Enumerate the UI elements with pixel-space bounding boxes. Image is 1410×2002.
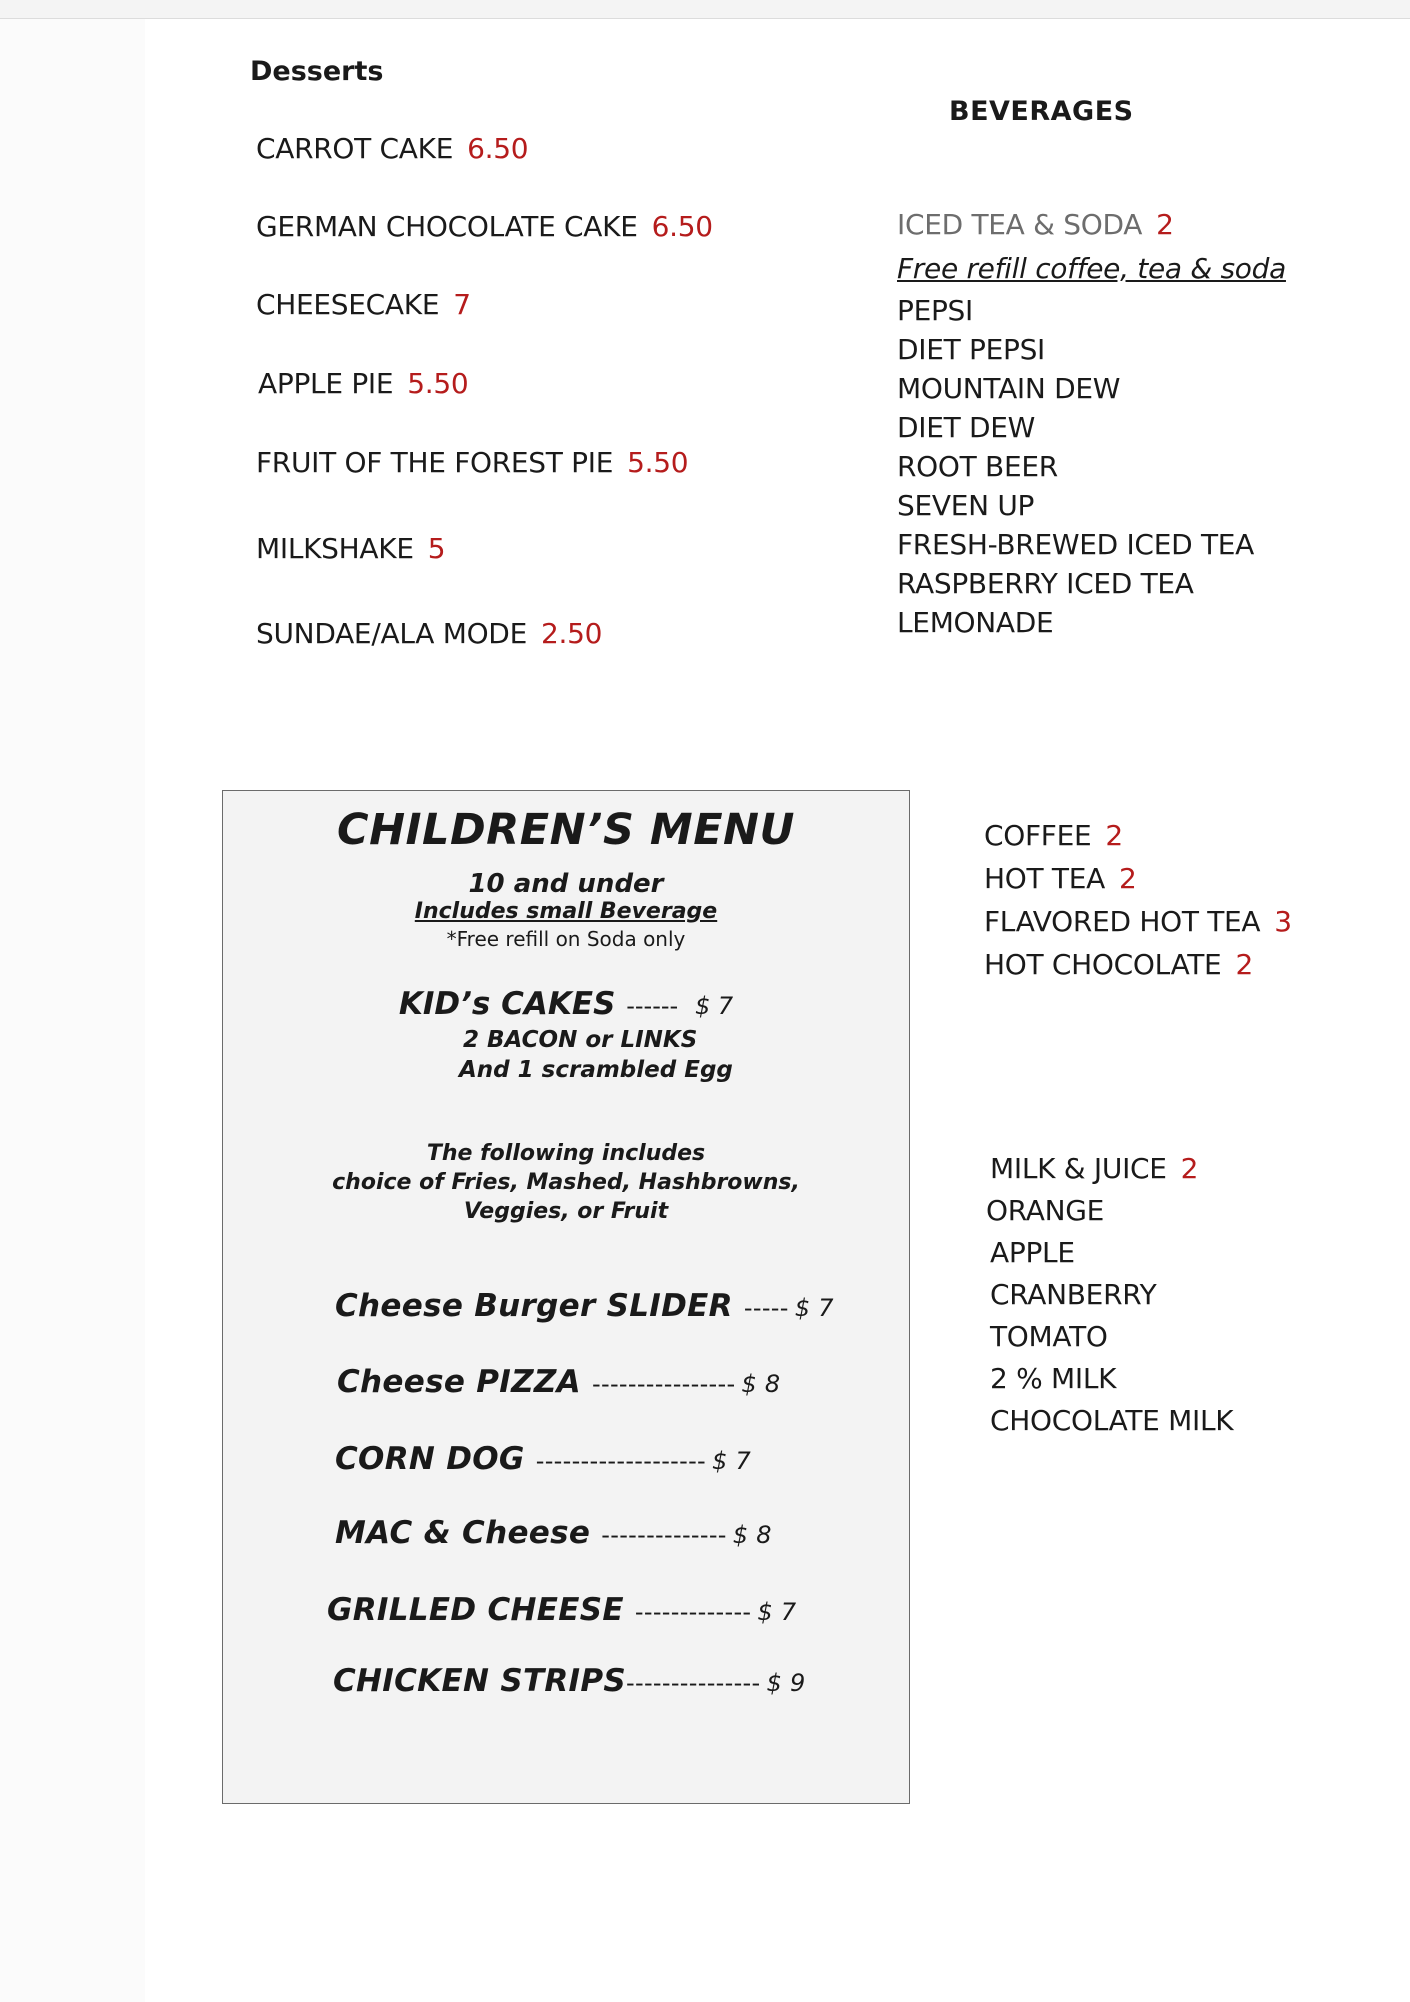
kids-item-leader: ------------------- bbox=[535, 1447, 706, 1475]
dessert-item bbox=[256, 446, 688, 479]
kids-cakes-line2: And 1 scrambled Egg bbox=[459, 1057, 733, 1083]
cold-drinks-title: ICED TEA & SODA bbox=[897, 208, 1143, 241]
childrens-menu-box bbox=[222, 790, 910, 1804]
hot-drink-item bbox=[984, 900, 1292, 943]
beverage-item: ROOT BEER bbox=[897, 450, 1058, 483]
juice-item: CRANBERRY bbox=[990, 1278, 1157, 1311]
kids-cakes-row bbox=[223, 986, 909, 1022]
juice-item: TOMATO bbox=[990, 1320, 1108, 1353]
kids-item-name: Cheese PIZZA bbox=[337, 1364, 581, 1400]
sides-note-line: Veggies, or Fruit bbox=[463, 1199, 669, 1224]
dessert-name: CARROT CAKE bbox=[256, 132, 454, 165]
hot-drink-name: HOT TEA bbox=[984, 862, 1105, 895]
dessert-price: 5.50 bbox=[627, 446, 689, 479]
dessert-item bbox=[256, 617, 602, 650]
milk-juice-title-row bbox=[990, 1148, 1233, 1190]
hot-drink-name: COFFEE bbox=[984, 819, 1092, 852]
dessert-name: SUNDAE/ALA MODE bbox=[256, 617, 527, 650]
kids-item-leader: ----- bbox=[743, 1294, 789, 1322]
kids-menu-item bbox=[335, 1441, 751, 1477]
hot-drink-price: 3 bbox=[1274, 905, 1292, 938]
juice-item: APPLE bbox=[990, 1236, 1075, 1269]
kids-menu-item bbox=[335, 1515, 772, 1551]
kids-item-name: GRILLED CHEESE bbox=[327, 1592, 624, 1628]
juice-item: ORANGE bbox=[986, 1194, 1105, 1227]
kids-item-name: MAC & Cheese bbox=[335, 1515, 591, 1551]
beverage-item: RASPBERRY ICED TEA bbox=[897, 567, 1194, 600]
hot-drink-price: 2 bbox=[1105, 819, 1123, 852]
sides-note-line: The following includes bbox=[426, 1141, 706, 1166]
dessert-item bbox=[256, 132, 528, 165]
childrens-menu-title: CHILDREN’S MENU bbox=[337, 805, 795, 855]
kids-item-price: $ 7 bbox=[794, 1294, 834, 1322]
milk-juice-price: 2 bbox=[1180, 1152, 1199, 1185]
dessert-name: CHEESECAKE bbox=[256, 288, 440, 321]
beverage-item: PEPSI bbox=[897, 294, 973, 327]
refill-note: Free refill coffee, tea & soda bbox=[897, 252, 1286, 285]
cold-drinks-list bbox=[897, 203, 1286, 642]
kids-item-price: $ 8 bbox=[732, 1521, 772, 1549]
kids-cakes-name: KID’s CAKES bbox=[398, 986, 616, 1022]
beverage-item: MOUNTAIN DEW bbox=[897, 372, 1121, 405]
refill-note-kids: *Free refill on Soda only bbox=[446, 927, 686, 951]
hot-drink-name: HOT CHOCOLATE bbox=[984, 948, 1222, 981]
kids-menu-item bbox=[335, 1288, 834, 1324]
cold-drinks-price: 2 bbox=[1156, 208, 1174, 241]
dessert-price: 6.50 bbox=[651, 210, 713, 243]
page-margin bbox=[0, 19, 145, 2002]
kids-item-leader: ---------------- bbox=[592, 1370, 736, 1398]
juice-item: CHOCOLATE MILK bbox=[990, 1404, 1234, 1437]
hot-drink-item bbox=[984, 814, 1292, 857]
kids-item-name: Cheese Burger SLIDER bbox=[335, 1288, 733, 1324]
dessert-name: GERMAN CHOCOLATE CAKE bbox=[256, 210, 638, 243]
dessert-price: 7 bbox=[453, 288, 471, 321]
kids-menu-item bbox=[333, 1663, 806, 1699]
kids-item-leader: -------------- bbox=[601, 1521, 727, 1549]
dessert-name: MILKSHAKE bbox=[256, 532, 414, 565]
kids-item-price: $ 8 bbox=[741, 1370, 781, 1398]
dessert-price: 5 bbox=[427, 532, 446, 565]
kids-item-name: CHICKEN STRIPS bbox=[333, 1663, 627, 1699]
dessert-price: 5.50 bbox=[407, 367, 469, 400]
kids-cakes-price: $ 7 bbox=[694, 992, 734, 1020]
kids-item-name: CORN DOG bbox=[335, 1441, 525, 1477]
desserts-heading: Desserts bbox=[250, 56, 384, 87]
top-bar bbox=[0, 0, 1410, 19]
hot-drink-item bbox=[984, 943, 1292, 986]
sides-note-line: choice of Fries, Mashed, Hashbrowns, bbox=[332, 1170, 800, 1195]
kids-cakes-leader: ------ bbox=[626, 992, 679, 1020]
hot-drink-item bbox=[984, 857, 1292, 900]
hot-drink-price: 2 bbox=[1235, 948, 1253, 981]
kids-item-price: $ 9 bbox=[766, 1669, 806, 1697]
kids-item-leader: --------------- bbox=[626, 1669, 761, 1697]
kids-item-leader: ------------- bbox=[634, 1598, 752, 1626]
hot-drinks-list bbox=[984, 814, 1292, 986]
dessert-item bbox=[256, 288, 471, 321]
milk-juice-list bbox=[986, 1148, 1234, 1442]
juice-item: 2 % MILK bbox=[990, 1362, 1117, 1395]
dessert-price: 6.50 bbox=[467, 132, 529, 165]
kids-menu-item bbox=[327, 1592, 796, 1628]
beverages-heading: BEVERAGES bbox=[949, 96, 1134, 127]
beverage-item: LEMONADE bbox=[897, 606, 1054, 639]
dessert-item bbox=[256, 532, 445, 565]
age-note: 10 and under bbox=[468, 869, 664, 899]
dessert-name: APPLE PIE bbox=[258, 367, 394, 400]
beverage-item: DIET DEW bbox=[897, 411, 1036, 444]
dessert-item bbox=[258, 367, 468, 400]
kids-item-price: $ 7 bbox=[712, 1447, 752, 1475]
kids-item-price: $ 7 bbox=[757, 1598, 797, 1626]
beverage-item: FRESH-BREWED ICED TEA bbox=[897, 528, 1254, 561]
hot-drink-name: FLAVORED HOT TEA bbox=[984, 905, 1261, 938]
hot-drink-price: 2 bbox=[1118, 862, 1137, 895]
includes-note: Includes small Beverage bbox=[414, 899, 718, 924]
kids-cakes-line1: 2 BACON or LINKS bbox=[463, 1027, 698, 1053]
kids-menu-item bbox=[337, 1364, 781, 1400]
milk-juice-title: MILK & JUICE bbox=[990, 1152, 1167, 1185]
beverage-item: SEVEN UP bbox=[897, 489, 1035, 522]
dessert-name: FRUIT OF THE FOREST PIE bbox=[256, 446, 614, 479]
dessert-price: 2.50 bbox=[540, 617, 603, 650]
dessert-item bbox=[256, 210, 713, 243]
beverage-item: DIET PEPSI bbox=[897, 333, 1046, 366]
